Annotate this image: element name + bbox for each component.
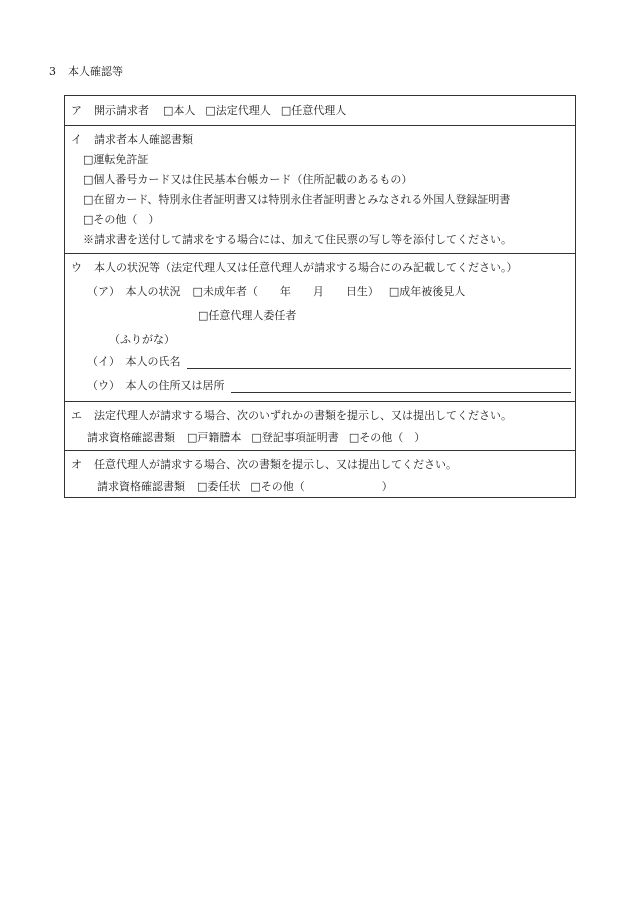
legal-doc-option-registry-certificate[interactable]: □登記事項証明書 [251, 431, 339, 444]
legal-agent-docs-section [65, 401, 575, 450]
id-documents-title-row [71, 134, 193, 145]
id-doc-option-license[interactable]: □運転免許証 [83, 153, 149, 166]
voluntary-agent-docs-row [97, 481, 403, 492]
status-option-adult-ward[interactable]: □成年被後見人 [388, 285, 466, 298]
voluntary-agent-docs-title-row [71, 459, 457, 470]
person-status-row [87, 286, 465, 297]
id-documents-section [65, 125, 575, 253]
voluntary-agent-docs-label: 請求資格確認書類 [97, 480, 185, 493]
person-status-marker: ウ [71, 261, 82, 274]
id-documents-marker: イ [71, 133, 82, 146]
person-status-title: 本人の状況等（法定代理人又は任意代理人が請求する場合にのみ記載してください。） [94, 261, 518, 274]
legal-doc-option-family-register[interactable]: □戸籍謄本 [187, 431, 242, 444]
person-address-field[interactable] [231, 392, 571, 393]
person-status-title-row [71, 262, 518, 273]
legal-doc-option-other[interactable]: □その他（ ） [348, 431, 426, 444]
legal-agent-docs-title-row [71, 410, 512, 421]
requester-marker: ア [71, 104, 82, 117]
requester-option-voluntary-agent[interactable]: □任意代理人 [280, 104, 347, 117]
person-name-field[interactable] [187, 368, 571, 369]
requester-label: 開示請求者 [94, 104, 149, 117]
status-option-minor[interactable]: □未成年者（ 年 月 日生） [192, 285, 379, 298]
legal-agent-docs-label: 請求資格確認書類 [87, 431, 175, 444]
person-name-label: （イ） 本人の氏名 [87, 355, 181, 368]
person-status-label: （ア） 本人の状況 [87, 285, 181, 298]
furigana-label: （ふりがな） [109, 333, 175, 346]
requester-option-self[interactable]: □本人 [163, 104, 196, 117]
section-heading [49, 66, 123, 77]
person-address-label: （ウ） 本人の住所又は居所 [87, 379, 225, 392]
voluntary-agent-docs-marker: オ [71, 458, 82, 471]
status-option-delegate[interactable]: □任意代理人委任者 [198, 309, 297, 322]
legal-agent-docs-marker: エ [71, 409, 82, 422]
legal-agent-docs-row [87, 432, 435, 443]
person-status-section [65, 253, 575, 401]
voluntary-agent-docs-section [65, 450, 575, 497]
section-title: 本人確認等 [68, 65, 123, 78]
requester-section [65, 96, 575, 125]
voluntary-agent-docs-title: 任意代理人が請求する場合、次の書類を提示し、又は提出してください。 [94, 458, 457, 471]
section-number: 3 [49, 65, 56, 78]
id-doc-note: ※請求書を送付して請求をする場合には、加えて住民票の写し等を添付してください。 [83, 233, 512, 246]
id-documents-title: 請求者本人確認書類 [94, 133, 193, 146]
voluntary-doc-option-power-of-attorney[interactable]: □委任状 [197, 480, 241, 493]
id-doc-option-mynumber-card[interactable]: □個人番号カード又は住民基本台帳カード（住所記載のあるもの） [83, 173, 413, 186]
identity-confirmation-table [64, 95, 576, 498]
id-doc-option-other[interactable]: □その他（ ） [83, 213, 160, 226]
requester-option-legal-agent[interactable]: □法定代理人 [205, 104, 271, 117]
id-doc-option-residence-card[interactable]: □在留カード、特別永住者証明書又は特別永住者証明書とみなされる外国人登録証明書 [83, 193, 511, 206]
voluntary-doc-option-other[interactable]: □その他（ ） [250, 480, 393, 493]
requester-row [71, 105, 356, 116]
legal-agent-docs-title: 法定代理人が請求する場合、次のいずれかの書類を提示し、又は提出してください。 [94, 409, 512, 422]
